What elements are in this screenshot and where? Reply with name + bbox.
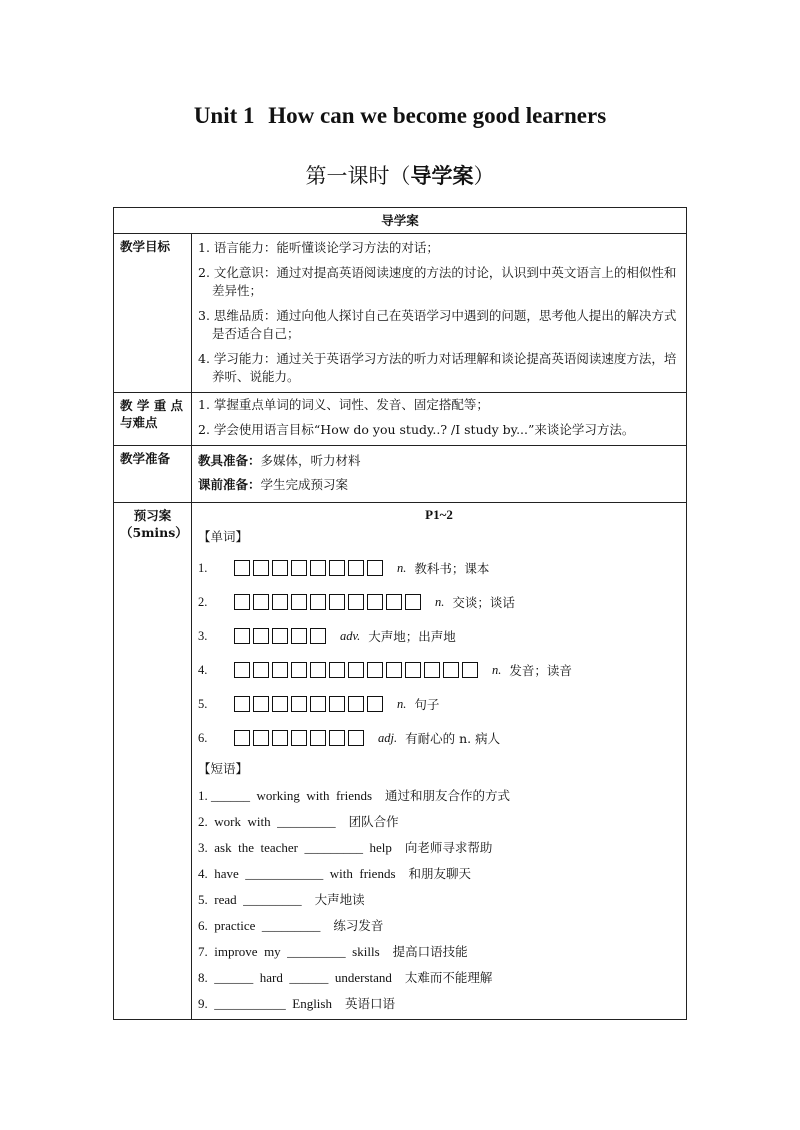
letter-box[interactable] xyxy=(386,594,402,610)
letter-box[interactable] xyxy=(443,662,459,678)
goal-item: 1. 语言能力：能听懂谈论学习方法的对话； xyxy=(198,240,439,255)
phrase-english[interactable]: 2. work with _________ xyxy=(198,814,336,829)
phrase-chinese: 通过和朋友合作的方式 xyxy=(385,788,511,803)
letter-boxes[interactable] xyxy=(234,696,383,712)
part-of-speech: n. xyxy=(492,662,502,677)
focus-content xyxy=(192,393,687,446)
letter-box[interactable] xyxy=(310,730,326,746)
phrase-chinese: 向老师寻求帮助 xyxy=(404,840,493,855)
focus-item: 2. 学会使用语言目标“How do you study..? /I study by...”来谈论学习方法。 xyxy=(198,422,635,437)
letter-box[interactable] xyxy=(272,696,288,712)
subtitle-suffix: ） xyxy=(473,164,495,188)
unit-label: Unit 1 xyxy=(193,103,255,128)
table-header: 导学案 xyxy=(114,208,687,234)
word-meaning: 交谈；谈话 xyxy=(452,595,515,610)
letter-box[interactable] xyxy=(348,560,364,576)
word-item xyxy=(198,551,680,585)
phrase-chinese: 团队合作 xyxy=(348,814,399,829)
goals-content xyxy=(192,234,687,393)
phrase-item xyxy=(198,913,680,939)
part-of-speech: adj. xyxy=(378,730,398,745)
phrase-chinese: 太难而不能理解 xyxy=(404,970,493,985)
phrases-heading: 【短语】 xyxy=(198,761,249,776)
word-item xyxy=(198,585,680,619)
letter-box[interactable] xyxy=(272,628,288,644)
word-meaning: 教科书；课本 xyxy=(414,561,490,576)
letter-box[interactable] xyxy=(234,696,250,712)
word-meaning: 有耐心的 n. 病人 xyxy=(405,731,501,746)
letter-box[interactable] xyxy=(462,662,478,678)
phrase-item xyxy=(198,809,680,835)
prep-item-label: 课前准备： xyxy=(198,477,261,492)
phrase-english[interactable]: 1. ______ working with friends xyxy=(198,788,373,803)
phrase-list xyxy=(198,783,680,1017)
phrase-item xyxy=(198,965,680,991)
prep-label: 教学准备 xyxy=(114,446,192,503)
prep-item-text: 学生完成预习案 xyxy=(260,477,349,492)
letter-box[interactable] xyxy=(329,594,345,610)
phrase-chinese: 大声地读 xyxy=(314,892,365,907)
letter-boxes[interactable] xyxy=(234,560,383,576)
phrase-english[interactable]: 7. improve my _________ skills xyxy=(198,944,380,959)
phrase-english[interactable]: 5. read _________ xyxy=(198,892,302,907)
word-number: 1. xyxy=(198,560,208,575)
phrase-item xyxy=(198,887,680,913)
letter-box[interactable] xyxy=(272,594,288,610)
word-number: 2. xyxy=(198,594,208,609)
word-number: 5. xyxy=(198,696,208,711)
letter-box[interactable] xyxy=(329,662,345,678)
letter-box[interactable] xyxy=(253,594,269,610)
letter-boxes[interactable] xyxy=(234,662,478,678)
focus-label: 教 学 重 点与难点 xyxy=(114,393,192,446)
phrase-item xyxy=(198,861,680,887)
letter-box[interactable] xyxy=(329,560,345,576)
preview-row xyxy=(114,503,687,1020)
letter-box[interactable] xyxy=(291,662,307,678)
letter-box[interactable] xyxy=(234,662,250,678)
lesson-subtitle xyxy=(0,160,800,190)
letter-box[interactable] xyxy=(348,696,364,712)
goals-label: 教学目标 xyxy=(114,234,192,393)
letter-box[interactable] xyxy=(424,662,440,678)
phrase-english[interactable]: 8. ______ hard ______ understand xyxy=(198,970,392,985)
letter-box[interactable] xyxy=(367,662,383,678)
letter-box[interactable] xyxy=(310,594,326,610)
part-of-speech: adv. xyxy=(340,628,361,643)
letter-box[interactable] xyxy=(253,696,269,712)
letter-box[interactable] xyxy=(310,696,326,712)
letter-box[interactable] xyxy=(310,662,326,678)
lesson-plan-table xyxy=(113,207,687,1020)
letter-box[interactable] xyxy=(329,696,345,712)
letter-box[interactable] xyxy=(310,560,326,576)
letter-box[interactable] xyxy=(310,628,326,644)
phrase-chinese: 提高口语技能 xyxy=(392,944,468,959)
word-number: 6. xyxy=(198,730,208,745)
preview-content xyxy=(192,503,687,1020)
goal-item: 4. 学习能力：通过关于英语学习方法的听力对话理解和谈论提高英语阅读速度方法，培养听、说能力。 xyxy=(198,351,677,384)
letter-box[interactable] xyxy=(253,662,269,678)
letter-boxes[interactable] xyxy=(234,730,364,746)
preview-duration: （5mins） xyxy=(120,525,188,540)
subtitle-bold: 导学案 xyxy=(410,163,474,188)
word-meaning: 发音；读音 xyxy=(509,663,572,678)
part-of-speech: n. xyxy=(397,560,407,575)
letter-box[interactable] xyxy=(253,560,269,576)
phrase-item xyxy=(198,783,680,809)
focus-item: 1. 掌握重点单词的词义、词性、发音、固定搭配等； xyxy=(198,397,489,412)
word-number: 3. xyxy=(198,628,208,643)
letter-box[interactable] xyxy=(234,560,250,576)
phrase-english[interactable]: 4. have ____________ with friends xyxy=(198,866,396,881)
part-of-speech: n. xyxy=(397,696,407,711)
letter-box[interactable] xyxy=(291,696,307,712)
subtitle-prefix: 第一课时（ xyxy=(305,164,411,188)
word-meaning: 句子 xyxy=(414,697,440,712)
phrase-english[interactable]: 9. ___________ English xyxy=(198,996,332,1011)
word-item xyxy=(198,619,680,653)
word-list xyxy=(198,551,680,755)
letter-box[interactable] xyxy=(253,628,269,644)
letter-box[interactable] xyxy=(367,560,383,576)
letter-box[interactable] xyxy=(291,730,307,746)
phrase-chinese: 英语口语 xyxy=(344,996,395,1011)
prep-item xyxy=(198,452,680,470)
goal-item: 2. 文化意识：通过对提高英语阅读速度的方法的讨论，认识到中英文语言上的相似性和差异性； xyxy=(198,265,677,298)
unit-title: How can we become good learners xyxy=(268,103,607,128)
word-item xyxy=(198,653,680,687)
word-item xyxy=(198,687,680,721)
letter-box[interactable] xyxy=(329,730,345,746)
letter-boxes[interactable] xyxy=(234,594,421,610)
letter-box[interactable] xyxy=(234,594,250,610)
words-heading: 【单词】 xyxy=(198,529,249,544)
prep-item xyxy=(198,476,680,494)
letter-box[interactable] xyxy=(367,696,383,712)
preview-label: 预习案 xyxy=(133,508,172,523)
prep-item-label: 教具准备： xyxy=(198,453,261,468)
letter-box[interactable] xyxy=(272,662,288,678)
letter-box[interactable] xyxy=(386,662,402,678)
phrase-chinese: 练习发音 xyxy=(333,918,384,933)
letter-boxes[interactable] xyxy=(234,628,326,644)
goal-item: 3. 思维品质：通过向他人探讨自己在英语学习中遇到的问题，思考他人提出的解决方式是否适合自己； xyxy=(198,308,677,341)
letter-box[interactable] xyxy=(272,560,288,576)
letter-box[interactable] xyxy=(291,560,307,576)
focus-row xyxy=(114,393,687,446)
prep-row xyxy=(114,446,687,503)
word-meaning: 大声地；出声地 xyxy=(368,629,456,644)
letter-box[interactable] xyxy=(253,730,269,746)
letter-box[interactable] xyxy=(291,594,307,610)
letter-box[interactable] xyxy=(405,594,421,610)
phrase-item xyxy=(198,939,680,965)
letter-box[interactable] xyxy=(367,594,383,610)
letter-box[interactable] xyxy=(348,594,364,610)
letter-box[interactable] xyxy=(348,730,364,746)
page-range: P1~2 xyxy=(425,507,453,522)
letter-box[interactable] xyxy=(272,730,288,746)
phrase-chinese: 和朋友聊天 xyxy=(408,866,472,881)
goals-row xyxy=(114,234,687,393)
letter-box[interactable] xyxy=(234,730,250,746)
letter-box[interactable] xyxy=(234,628,250,644)
letter-box[interactable] xyxy=(348,662,364,678)
letter-box[interactable] xyxy=(291,628,307,644)
part-of-speech: n. xyxy=(435,594,445,609)
letter-box[interactable] xyxy=(405,662,421,678)
prep-item-text: 多媒体，听力材料 xyxy=(260,453,361,468)
phrase-english[interactable]: 6. practice _________ xyxy=(198,918,321,933)
word-item xyxy=(198,721,680,755)
preview-label-cell xyxy=(114,503,192,1020)
prep-content xyxy=(192,446,687,503)
phrase-item xyxy=(198,835,680,861)
phrase-english[interactable]: 3. ask the teacher _________ help xyxy=(198,840,392,855)
phrase-item xyxy=(198,991,680,1017)
page-title xyxy=(0,103,800,129)
word-number: 4. xyxy=(198,662,208,677)
